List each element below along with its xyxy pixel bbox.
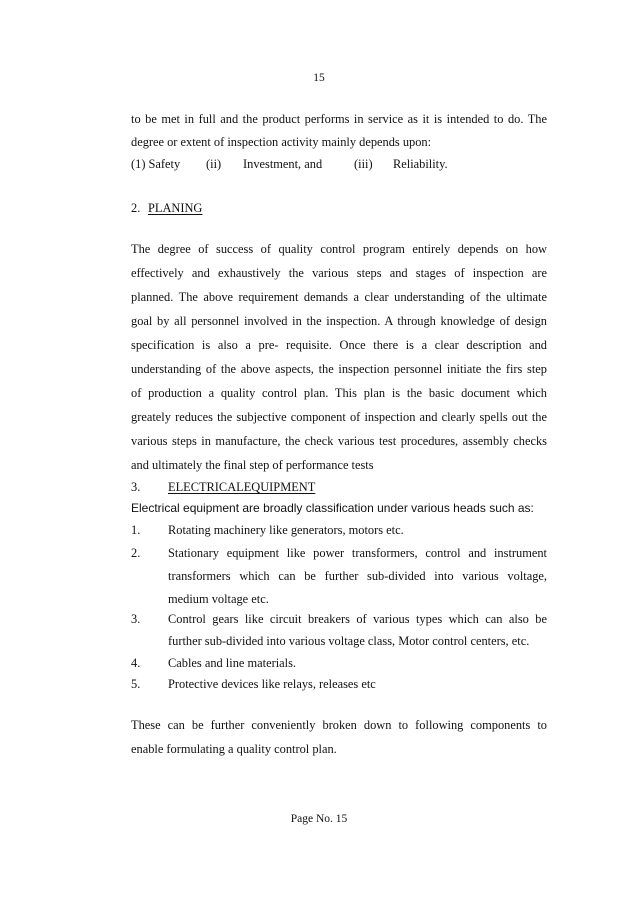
paragraph-line: various steps in manufacture, the check various test procedures, assembly checks (131, 434, 547, 448)
paragraph-line: The degree of success of quality control program entirely depends on how (131, 242, 547, 256)
paragraph-line: specification is also a pre- requisite. Once there is a clear description and (131, 338, 547, 352)
paragraph-line: goal by all personnel involved in the inspection. A through knowledge of design (131, 314, 547, 328)
section-3-number: 3. (131, 480, 141, 494)
list-item-text: Rotating machinery like generators, motors etc. (168, 523, 404, 537)
paragraph-line: understanding of the above aspects, the inspection personnel initiate the firs step (131, 362, 547, 376)
list-item-text: transformers which can be further sub-divided into various voltage, (168, 569, 547, 583)
paragraph-line: effectively and exhaustively the various steps and stages of inspection are (131, 266, 547, 280)
list-item-text: further sub-divided into various voltage class, Motor control centers, etc. (168, 634, 530, 648)
section-3-title: ELECTRICALEQUIPMENT (168, 480, 316, 494)
list-item-number: 4. (131, 656, 141, 670)
criterion-investment: Investment, and (243, 157, 323, 171)
list-item-text: medium voltage etc. (168, 592, 269, 606)
list-item-text: Control gears like circuit breakers of various types which can also be (168, 612, 547, 626)
section-3-intro: Electrical equipment are broadly classification under various heads such as: (131, 501, 534, 515)
intro-line-2: degree or extent of inspection activity mainly depends upon: (131, 135, 432, 149)
criterion-safety: (1) Safety (131, 157, 181, 171)
list-item-number: 5. (131, 677, 141, 691)
page-number-header: 15 (313, 72, 325, 84)
criterion-2-number: (ii) (206, 157, 222, 171)
paragraph-line: enable formulating a quality control plan. (131, 742, 337, 756)
paragraph-line: of production a quality control plan. This plan is the basic document which (131, 386, 547, 400)
paragraph-line: greately reduces the subjective component of inspection and clearly spells out the (131, 410, 547, 424)
paragraph-line: planned. The above requirement demands a clear understanding of the ultimate (131, 290, 547, 304)
list-item-text: Stationary equipment like power transformers, control and instrument (168, 546, 547, 560)
list-item-number: 1. (131, 523, 141, 537)
criterion-3-number: (iii) (354, 157, 373, 171)
section-2-number: 2. (131, 201, 141, 215)
section-2-title: PLANING (148, 201, 203, 215)
paragraph-line: These can be further conveniently broken down to following components to (131, 718, 547, 732)
criterion-reliability: Reliability. (393, 157, 448, 171)
list-item-text: Cables and line materials. (168, 656, 296, 670)
list-item-number: 3. (131, 612, 141, 626)
list-item-text: Protective devices like relays, releases etc (168, 677, 376, 691)
page-footer: Page No. 15 (290, 813, 348, 825)
list-item-number: 2. (131, 546, 141, 560)
paragraph-line: and ultimately the final step of performance tests (131, 458, 374, 472)
intro-line-1: to be met in full and the product performs in service as it is intended to do. The (131, 112, 547, 126)
